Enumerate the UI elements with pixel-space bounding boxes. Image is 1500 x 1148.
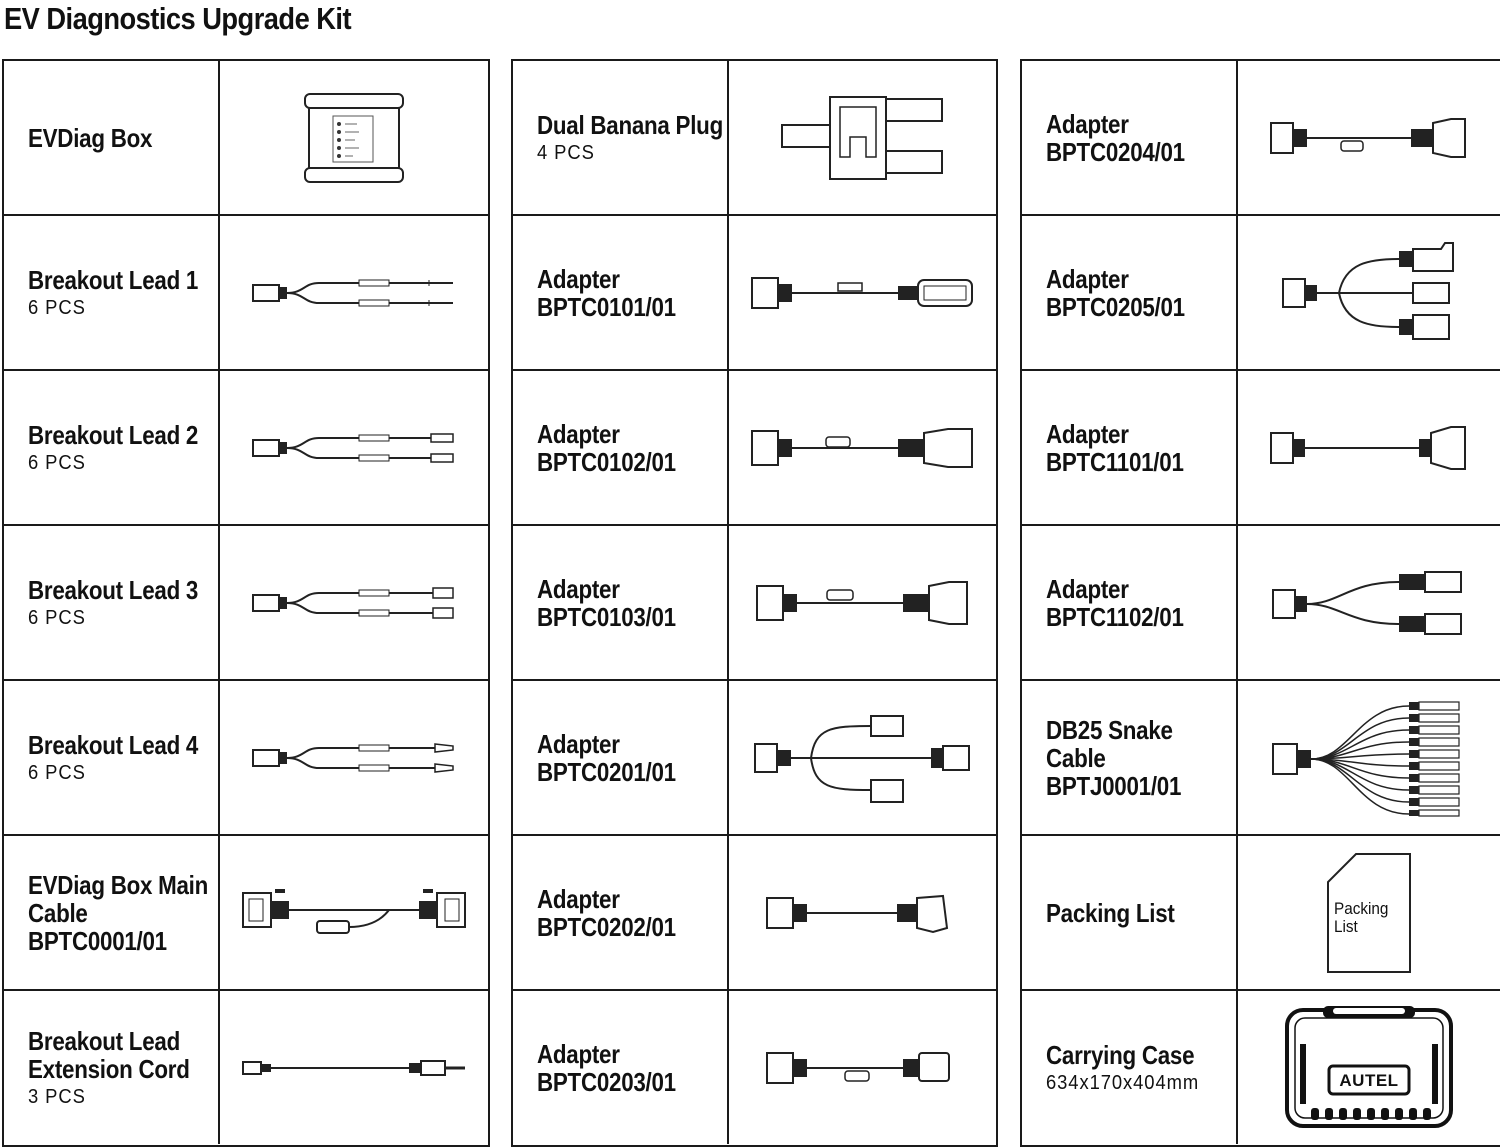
kit-item [513, 216, 996, 371]
adapter-cable-icon [763, 1043, 963, 1093]
item-name: Breakout Lead 1 [28, 264, 199, 295]
kit-item [513, 836, 996, 991]
kit-item [4, 371, 488, 526]
diag-box-icon [299, 88, 409, 188]
item-quantity: 634x170x404mm [1046, 1071, 1200, 1094]
item-name: Adapter BPTC1101/01 [1046, 418, 1184, 477]
kit-item [513, 61, 996, 216]
snake-cable-icon [1269, 698, 1469, 818]
item-name: Packing List [1046, 897, 1175, 928]
adapter-cable-icon [1267, 113, 1471, 163]
y-adapter-cable-icon [1269, 568, 1469, 638]
breakout-lead-icon [249, 428, 459, 468]
item-name: EVDiag Box Main Cable BPTC0001/01 [28, 869, 209, 956]
item-name: Carrying Case [1046, 1039, 1195, 1070]
kit-item [4, 61, 488, 216]
item-quantity: 6 PCS [28, 606, 86, 629]
adapter-cable-icon [748, 268, 978, 318]
carrying-case-icon [1283, 1004, 1455, 1132]
adapter-cable-icon [1267, 423, 1471, 473]
item-name: Adapter BPTC1102/01 [1046, 573, 1184, 632]
item-name: Adapter BPTC0201/01 [537, 728, 676, 787]
item-name: Breakout Lead 3 [28, 574, 199, 605]
kit-column-1 [2, 59, 490, 1147]
y-adapter-cable-icon [1279, 241, 1459, 345]
item-name: Breakout Lead Extension Cord [28, 1025, 190, 1084]
item-quantity: 3 PCS [28, 1085, 86, 1108]
item-quantity: 6 PCS [28, 451, 86, 474]
page-title: EV Diagnostics Upgrade Kit [4, 1, 352, 36]
kit-item [4, 681, 488, 836]
banana-plug-icon [778, 93, 948, 183]
item-name: Dual Banana Plug [537, 109, 723, 140]
case-logo: AUTEL [1339, 1070, 1399, 1090]
item-quantity: 4 PCS [537, 141, 595, 164]
kit-item [1022, 991, 1500, 1144]
kit-column-3 [1020, 59, 1500, 1147]
kit-item [1022, 371, 1500, 526]
item-name: Adapter BPTC0202/01 [537, 883, 676, 942]
kit-item [513, 681, 996, 836]
adapter-cable-icon [748, 423, 978, 473]
extension-cord-icon [239, 1053, 469, 1083]
kit-item [4, 216, 488, 371]
item-quantity: 6 PCS [28, 296, 86, 319]
kit-item [1022, 61, 1500, 216]
kit-column-2 [511, 59, 998, 1147]
kit-item [513, 526, 996, 681]
kit-item [1022, 681, 1500, 836]
item-name: Adapter BPTC0203/01 [537, 1038, 676, 1097]
adapter-cable-icon [753, 578, 973, 628]
item-quantity: 6 PCS [28, 761, 86, 784]
item-name: Breakout Lead 2 [28, 419, 199, 450]
kit-item [1022, 216, 1500, 371]
main-cable-icon [239, 883, 469, 943]
item-name: Adapter BPTC0101/01 [537, 263, 676, 322]
kit-item [513, 371, 996, 526]
item-name: Adapter BPTC0103/01 [537, 573, 676, 632]
breakout-lead-icon [249, 583, 459, 623]
kit-item [1022, 836, 1500, 991]
adapter-cable-icon [763, 888, 963, 938]
packing-list-icon [1326, 852, 1412, 974]
item-name: Breakout Lead 4 [28, 729, 199, 760]
item-name: EVDiag Box [28, 122, 153, 153]
packing-list-text: Packing List [1334, 898, 1389, 936]
kit-item [4, 526, 488, 681]
kit-item [1022, 526, 1500, 681]
kit-item [513, 991, 996, 1144]
item-name: Adapter BPTC0204/01 [1046, 108, 1185, 167]
breakout-lead-icon [249, 273, 459, 313]
breakout-lead-icon [249, 738, 459, 778]
kit-item [4, 836, 488, 991]
kit-item [4, 991, 488, 1144]
y-adapter-cable-icon [751, 708, 975, 808]
item-name: Adapter BPTC0102/01 [537, 418, 676, 477]
item-name: Adapter BPTC0205/01 [1046, 263, 1185, 322]
item-name: DB25 Snake Cable BPTJ0001/01 [1046, 714, 1182, 801]
